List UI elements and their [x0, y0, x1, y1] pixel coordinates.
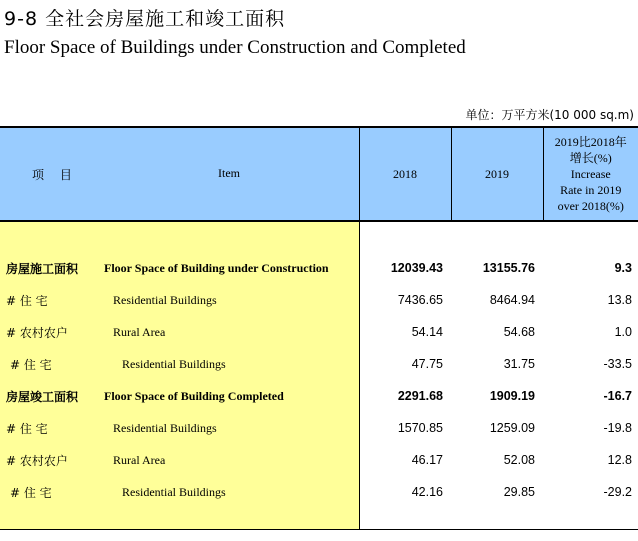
header-item-cn: 项 目	[32, 168, 78, 182]
spacer-row	[0, 221, 638, 252]
header-item	[0, 127, 359, 221]
header-item-en: Item	[218, 166, 240, 180]
floor-space-table	[0, 126, 638, 530]
header-2018: 2018	[359, 127, 451, 221]
value-2018: 42.16	[411, 485, 443, 499]
row-label	[0, 380, 359, 412]
value-2018: 7436.65	[397, 293, 443, 307]
value-2019: 52.08	[503, 453, 535, 467]
value-2018: 1570.85	[397, 421, 443, 435]
value-2019: 54.68	[503, 325, 535, 339]
value-2018: 46.17	[411, 453, 443, 467]
row-label	[0, 316, 359, 348]
table-title-en: Floor Space of Buildings under Construction and Completed	[4, 37, 466, 58]
value-rate: 1.0	[614, 325, 632, 339]
tail-row	[0, 508, 638, 530]
table-row	[0, 380, 638, 412]
value-rate: -33.5	[603, 357, 632, 371]
table-title-cn: 9-8 全社会房屋施工和竣工面积	[4, 8, 286, 30]
value-rate: 9.3	[614, 261, 632, 275]
value-rate: 13.8	[607, 293, 632, 307]
value-2019: 13155.76	[482, 261, 535, 275]
row-label	[0, 412, 359, 444]
value-2018: 12039.43	[390, 261, 443, 275]
row-label-cn: # 住 宅	[10, 486, 52, 500]
header-row	[0, 127, 638, 221]
value-rate: -19.8	[603, 421, 632, 435]
header-rate	[543, 127, 638, 221]
value-2019: 29.85	[503, 485, 535, 499]
row-label-en: Rural Area	[113, 325, 166, 339]
table-row	[0, 476, 638, 508]
value-rate: -16.7	[603, 389, 632, 403]
table-row	[0, 252, 638, 284]
row-label-cn: # 农村农户	[6, 454, 68, 468]
table-row	[0, 412, 638, 444]
table-row	[0, 284, 638, 316]
value-2019: 31.75	[503, 357, 535, 371]
row-label-en: Floor Space of Building Completed	[104, 389, 284, 403]
row-label	[0, 348, 359, 380]
row-label	[0, 252, 359, 284]
header-rate-line: 2019比2018年	[554, 135, 627, 149]
row-label-en: Residential Buildings	[113, 421, 217, 435]
header-rate-line: 增长(%)	[569, 151, 612, 165]
row-label-en: Floor Space of Building under Construction	[104, 261, 329, 275]
table-row	[0, 348, 638, 380]
row-label	[0, 476, 359, 508]
row-label-cn: # 农村农户	[6, 326, 68, 340]
row-label-en: Residential Buildings	[122, 485, 226, 499]
row-label	[0, 284, 359, 316]
table-row	[0, 444, 638, 476]
row-label-cn: 房屋竣工面积	[6, 390, 79, 404]
value-rate: -29.2	[603, 485, 632, 499]
value-2019: 1259.09	[489, 421, 535, 435]
row-label-en: Residential Buildings	[122, 357, 226, 371]
row-label-cn: # 住 宅	[10, 358, 52, 372]
header-rate-line: over 2018(%)	[557, 199, 624, 213]
row-label-cn: # 住 宅	[6, 422, 48, 436]
table-row	[0, 316, 638, 348]
value-2019: 8464.94	[489, 293, 535, 307]
row-label-cn: # 住 宅	[6, 294, 48, 308]
value-2018: 47.75	[411, 357, 443, 371]
value-2018: 2291.68	[397, 389, 443, 403]
header-rate-line: Increase	[570, 167, 611, 181]
value-2019: 1909.19	[489, 389, 535, 403]
row-label	[0, 444, 359, 476]
value-2018: 54.14	[411, 325, 443, 339]
header-rate-line: Rate in 2019	[560, 183, 622, 197]
value-rate: 12.8	[607, 453, 632, 467]
header-2019: 2019	[451, 127, 543, 221]
row-label-en: Residential Buildings	[113, 293, 217, 307]
row-label-cn: 房屋施工面积	[6, 262, 79, 276]
row-label-en: Rural Area	[113, 453, 166, 467]
unit-note: 单位：万平方米(10 000 sq.m)	[465, 108, 634, 122]
